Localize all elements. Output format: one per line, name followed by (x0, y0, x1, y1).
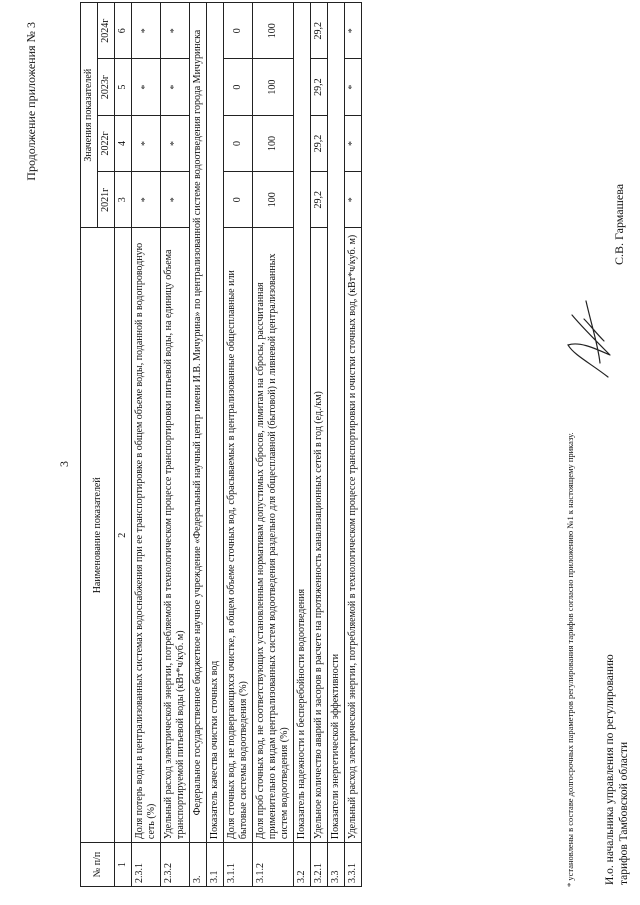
index-cell: 2 (115, 228, 132, 843)
row-num: 3.1 (207, 843, 224, 887)
row-value: * (132, 115, 161, 171)
row-name: Удельный расход электрической энергии, потребляемой в технологическом процессе транспортировки питьевой воды, на единицу объема транспортируемой питьевой воды (кВт*ч/куб. м) (161, 228, 190, 843)
subhead-row (294, 3, 311, 887)
table-row (345, 3, 362, 887)
col-num-header: № п/п (81, 843, 115, 887)
row-num: 3.1.1 (224, 843, 253, 887)
year-header: 2024г (98, 3, 115, 59)
row-num: 3. (190, 843, 207, 887)
section-title: Федеральное государственное бюджетное научное учреждение «Федеральный научный центр имени И.В. Мичурина» по централизованной системе водоотведения города Мичуринска (190, 3, 207, 843)
handwritten-signature (560, 295, 620, 385)
footnote: * установлены в составе долгосрочных параметров регулирования тарифов согласно приложению №1 к настоящему приказу. (565, 432, 575, 887)
row-value: * (345, 3, 362, 59)
indicators-table (80, 2, 362, 887)
table-row (253, 3, 294, 887)
row-name: Доля сточных вод, не подвергающихся очистке, в общем объеме сточных вод, сбрасываемых в централизованные общесплавные или бытовые системы водоотведения (%) (224, 228, 253, 843)
row-value: 29,2 (311, 59, 328, 115)
table-row (224, 3, 253, 887)
table-row (311, 3, 328, 887)
row-num: 3.2 (294, 843, 311, 887)
row-value: * (161, 115, 190, 171)
signatory-role (603, 654, 632, 885)
col-values-header: Значения показателей (81, 3, 98, 228)
row-value: 29,2 (311, 172, 328, 228)
index-cell: 3 (115, 172, 132, 228)
row-value: 0 (224, 59, 253, 115)
row-value: 0 (224, 115, 253, 171)
row-num: 3.1.2 (253, 843, 294, 887)
index-row (115, 3, 132, 887)
row-value: 0 (224, 172, 253, 228)
row-value: 29,2 (311, 115, 328, 171)
index-cell: 4 (115, 115, 132, 171)
row-num: 3.3.1 (345, 843, 362, 887)
signatory-name: С.В. Гармашева (612, 183, 626, 265)
row-value: * (345, 172, 362, 228)
section-row (190, 3, 207, 887)
row-name: Удельное количество аварий и засоров в расчете на протяженность канализационных сетей в год (ед./км) (311, 228, 328, 843)
signatory-role-line: тарифов Тамбовской области (618, 741, 631, 885)
subhead-title: Показатели энергетической эффективности (328, 3, 345, 843)
row-value: 29,2 (311, 3, 328, 59)
row-value: * (161, 172, 190, 228)
subhead-row (328, 3, 345, 887)
page-number: 3 (57, 461, 71, 467)
appendix-note: Продолжение приложения № 3 (24, 22, 38, 181)
row-name: Доля проб сточных вод, не соответствующих установленным нормативам допустимых сбросов, лимитам на сбросы, рассчитанная применительно к видам централизованных систем водоотведения раздельно для общесплавной (бытовой) и ливневой централизованных систем водоотведения (%) (253, 228, 294, 843)
row-value: * (345, 115, 362, 171)
row-name: Доля потерь воды в централизованных системах водоснабжения при ее транспортировке в общем объеме воды, поданной в водопроводную сеть (%) (132, 228, 161, 843)
row-value: 100 (253, 3, 294, 59)
index-cell: 1 (115, 843, 132, 887)
index-cell: 6 (115, 3, 132, 59)
row-value: * (132, 172, 161, 228)
row-value: * (161, 3, 190, 59)
row-value: * (132, 59, 161, 115)
row-value: * (345, 59, 362, 115)
row-num: 2.3.2 (161, 843, 190, 887)
row-value: 100 (253, 172, 294, 228)
year-header: 2021г (98, 172, 115, 228)
year-header: 2022г (98, 115, 115, 171)
subhead-title: Показатель надежности и бесперебойности водоотведения (294, 3, 311, 843)
subhead-title: Показатель качества очистки сточных вод (207, 3, 224, 843)
row-value: * (161, 59, 190, 115)
row-value: * (132, 3, 161, 59)
table-row (132, 3, 161, 887)
row-value: 100 (253, 115, 294, 171)
row-value: 100 (253, 59, 294, 115)
subhead-row (207, 3, 224, 887)
signatory-role-line: И.о. начальника управления по регулированию (604, 654, 616, 885)
row-num: 3.2.1 (311, 843, 328, 887)
row-name: Удельный расход электрической энергии, потребляемой в технологическом процессе транспортировки и очистки сточных вод, (кВт*ч/куб. м) (345, 228, 362, 843)
index-cell: 5 (115, 59, 132, 115)
year-header: 2023г (98, 59, 115, 115)
row-value: 0 (224, 3, 253, 59)
row-num: 3.3 (328, 843, 345, 887)
row-num: 2.3.1 (132, 843, 161, 887)
col-name-header: Наименование показателей (81, 228, 115, 843)
table-row (161, 3, 190, 887)
